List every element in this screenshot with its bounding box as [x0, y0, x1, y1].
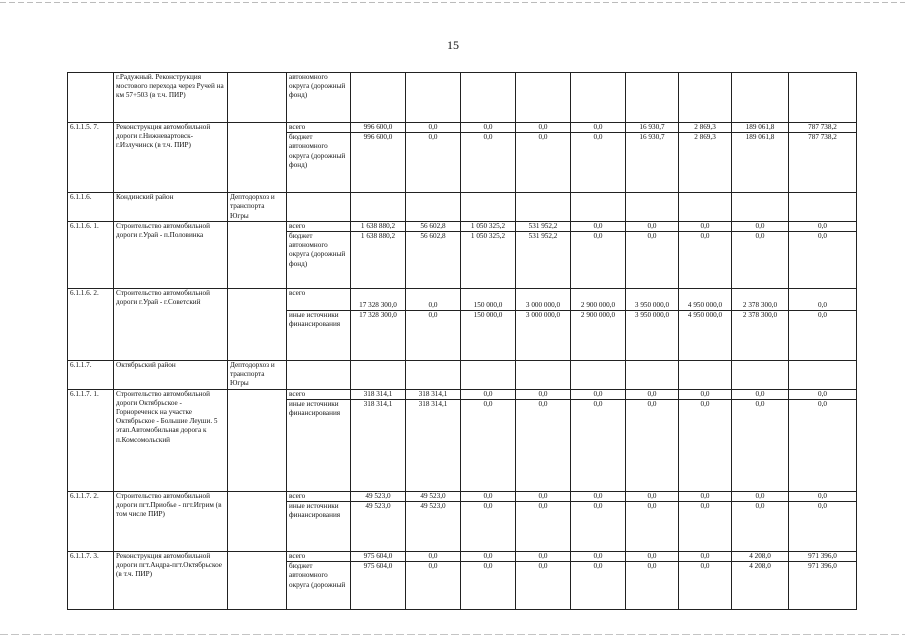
- value-cell: 0,0: [679, 389, 732, 399]
- value-cell: 4 208,0: [732, 552, 789, 562]
- value-cell: 0,0: [732, 399, 789, 491]
- value-cell: 0,0: [571, 562, 626, 610]
- value-cell: 0,0: [732, 491, 789, 501]
- value-cell: [679, 361, 732, 390]
- value-cell: 318 314,1: [406, 389, 461, 399]
- item-number-cell: 6.1.1.7. 3.: [68, 552, 114, 610]
- value-cell: 0,0: [516, 552, 571, 562]
- value-cell: 996 600,0: [351, 123, 406, 133]
- value-cell: 787 738,2: [789, 123, 857, 133]
- value-cell: 0,0: [571, 221, 626, 231]
- executor-cell: [228, 491, 287, 551]
- district-name-cell: Кондинский район: [114, 193, 228, 222]
- value-cell: 0,0: [789, 311, 857, 361]
- value-cell: 56 602,8: [406, 221, 461, 231]
- value-cell: 0,0: [789, 399, 857, 491]
- value-cell: 3 950 000,0: [626, 289, 679, 311]
- value-cell: [461, 193, 516, 222]
- funding-source-cell: иные источники финансирования: [287, 311, 351, 361]
- value-cell: 0,0: [406, 311, 461, 361]
- value-cell: [351, 361, 406, 390]
- value-cell: 0,0: [679, 502, 732, 552]
- value-cell: 0,0: [516, 562, 571, 610]
- value-cell: [626, 193, 679, 222]
- value-cell: 0,0: [406, 562, 461, 610]
- value-cell: 0,0: [789, 502, 857, 552]
- value-cell: 49 523,0: [406, 502, 461, 552]
- value-cell: 318 314,1: [351, 399, 406, 491]
- table-row: [68, 221, 857, 231]
- executor-cell: [228, 389, 287, 491]
- value-cell: [406, 193, 461, 222]
- value-cell: 0,0: [571, 389, 626, 399]
- value-cell: 16 930,7: [626, 133, 679, 193]
- item-name-cell: г.Радужный. Реконструкция мостового перехода через Ручей на км 57+503 (в т.ч. ПИР): [114, 73, 228, 123]
- district-row: [68, 361, 857, 390]
- item-number-cell: 6.1.1.6. 1.: [68, 221, 114, 288]
- item-name-cell: Строительство автомобильной дороги г.Урай - п.Половинка: [114, 221, 228, 288]
- table-row: [68, 289, 857, 311]
- value-cell: 189 061,8: [732, 123, 789, 133]
- value-cell: 3 950 000,0: [626, 311, 679, 361]
- value-cell: 531 952,2: [516, 232, 571, 289]
- value-cell: 16 930,7: [626, 123, 679, 133]
- funding-source-cell: всего: [287, 491, 351, 501]
- value-cell: 0,0: [732, 232, 789, 289]
- value-cell: 0,0: [516, 502, 571, 552]
- funding-source-cell: иные источники финансирования: [287, 399, 351, 491]
- executor-cell: Дептодорхоз и транспорта Югры: [228, 361, 287, 390]
- table-row: [68, 552, 857, 562]
- value-cell: 787 738,2: [789, 133, 857, 193]
- value-cell: 0,0: [626, 232, 679, 289]
- value-cell: 0,0: [571, 123, 626, 133]
- value-cell: 0,0: [626, 399, 679, 491]
- item-name-cell: Реконструкция автомобильной дороги г.Нижневартовск-г.Излучинск (в т.ч. ПИР): [114, 123, 228, 193]
- value-cell: [571, 193, 626, 222]
- value-cell: 0,0: [789, 232, 857, 289]
- value-cell: [732, 73, 789, 123]
- value-cell: 0,0: [679, 562, 732, 610]
- value-cell: [571, 73, 626, 123]
- value-cell: 0,0: [571, 232, 626, 289]
- value-cell: 4 950 000,0: [679, 311, 732, 361]
- value-cell: [679, 193, 732, 222]
- value-cell: [461, 361, 516, 390]
- value-cell: 3 000 000,0: [516, 311, 571, 361]
- executor-cell: [228, 552, 287, 610]
- value-cell: 0,0: [406, 133, 461, 193]
- item-number-cell: 6.1.1.7.: [68, 361, 114, 390]
- value-cell: [406, 73, 461, 123]
- value-cell: 971 396,0: [789, 562, 857, 610]
- value-cell: 1 638 880,2: [351, 232, 406, 289]
- table-row: [68, 389, 857, 399]
- value-cell: 2 869,3: [679, 133, 732, 193]
- table-row: [68, 73, 857, 123]
- funding-source-cell: всего: [287, 289, 351, 311]
- value-cell: 1 638 880,2: [351, 221, 406, 231]
- value-cell: [351, 73, 406, 123]
- value-cell: 0,0: [789, 289, 857, 311]
- value-cell: 0,0: [732, 221, 789, 231]
- value-cell: 150 000,0: [461, 311, 516, 361]
- value-cell: 0,0: [516, 123, 571, 133]
- item-number-cell: [68, 73, 114, 123]
- funding-source-cell: бюджет автономного округа (дорожный фонд): [287, 232, 351, 289]
- value-cell: 49 523,0: [351, 502, 406, 552]
- executor-cell: [228, 123, 287, 193]
- value-cell: 531 952,2: [516, 221, 571, 231]
- value-cell: 2 869,3: [679, 123, 732, 133]
- value-cell: 2 900 000,0: [571, 289, 626, 311]
- value-cell: 1 050 325,2: [461, 221, 516, 231]
- scan-edge-top: [0, 2, 905, 3]
- value-cell: [516, 193, 571, 222]
- value-cell: 4 208,0: [732, 562, 789, 610]
- value-cell: 189 061,8: [732, 133, 789, 193]
- item-name-cell: Строительство автомобильной дороги Октябрьское - Горнореченск на участке Октябрьское - Большие Леуши. 5 этап.Автомобильная дорога к п.Комсомольский: [114, 389, 228, 491]
- item-number-cell: 6.1.1.7. 2.: [68, 491, 114, 551]
- value-cell: 0,0: [626, 389, 679, 399]
- funding-source-cell: всего: [287, 221, 351, 231]
- value-cell: 318 314,1: [406, 399, 461, 491]
- value-cell: 0,0: [679, 491, 732, 501]
- item-number-cell: 6.1.1.7. 1.: [68, 389, 114, 491]
- value-cell: 0,0: [571, 502, 626, 552]
- value-cell: 17 328 300,0: [351, 289, 406, 311]
- value-cell: 975 604,0: [351, 552, 406, 562]
- value-cell: [351, 193, 406, 222]
- value-cell: 318 314,1: [351, 389, 406, 399]
- value-cell: 0,0: [571, 491, 626, 501]
- value-cell: [461, 73, 516, 123]
- value-cell: 56 602,8: [406, 232, 461, 289]
- funding-source-cell: бюджет автономного округа (дорожный фонд): [287, 133, 351, 193]
- value-cell: 0,0: [679, 221, 732, 231]
- funding-source-cell: автономного округа (дорожный фонд): [287, 73, 351, 123]
- value-cell: 0,0: [789, 221, 857, 231]
- value-cell: [626, 73, 679, 123]
- value-cell: [789, 73, 857, 123]
- value-cell: 0,0: [406, 552, 461, 562]
- executor-cell: [228, 289, 287, 361]
- funding-source-cell: всего: [287, 552, 351, 562]
- funding-source-cell: [287, 361, 351, 390]
- value-cell: 996 600,0: [351, 133, 406, 193]
- district-row: [68, 193, 857, 222]
- page-number: 15: [447, 38, 459, 52]
- value-cell: 971 396,0: [789, 552, 857, 562]
- value-cell: 975 604,0: [351, 562, 406, 610]
- item-number-cell: 6.1.1.6. 2.: [68, 289, 114, 361]
- value-cell: 17 328 300,0: [351, 311, 406, 361]
- value-cell: [789, 193, 857, 222]
- value-cell: 0,0: [626, 221, 679, 231]
- item-number-cell: 6.1.1.6.: [68, 193, 114, 222]
- value-cell: 0,0: [789, 389, 857, 399]
- scan-edge-bottom: [0, 634, 905, 635]
- value-cell: 3 000 000,0: [516, 289, 571, 311]
- executor-cell: [228, 221, 287, 288]
- value-cell: [789, 361, 857, 390]
- value-cell: 0,0: [516, 133, 571, 193]
- value-cell: 0,0: [516, 389, 571, 399]
- value-cell: 0,0: [679, 232, 732, 289]
- funding-source-cell: всего: [287, 123, 351, 133]
- value-cell: 0,0: [516, 399, 571, 491]
- value-cell: [571, 361, 626, 390]
- value-cell: 150 000,0: [461, 289, 516, 311]
- value-cell: 0,0: [406, 289, 461, 311]
- value-cell: 0,0: [461, 133, 516, 193]
- value-cell: [732, 361, 789, 390]
- value-cell: 0,0: [679, 552, 732, 562]
- value-cell: 0,0: [516, 491, 571, 501]
- funding-source-cell: [287, 193, 351, 222]
- value-cell: 0,0: [461, 123, 516, 133]
- value-cell: [516, 361, 571, 390]
- value-cell: [406, 361, 461, 390]
- executor-cell: [228, 73, 287, 123]
- value-cell: 0,0: [732, 502, 789, 552]
- value-cell: 0,0: [406, 123, 461, 133]
- value-cell: 0,0: [626, 491, 679, 501]
- item-name-cell: Строительство автомобильной дороги пгт.Приобье - пгт.Игрим (в том числе ПИР): [114, 491, 228, 551]
- value-cell: 0,0: [732, 389, 789, 399]
- value-cell: 49 523,0: [351, 491, 406, 501]
- value-cell: 0,0: [461, 562, 516, 610]
- value-cell: [626, 361, 679, 390]
- table-row: [68, 123, 857, 133]
- budget-table: [67, 72, 857, 610]
- value-cell: 0,0: [789, 491, 857, 501]
- value-cell: 0,0: [626, 562, 679, 610]
- table-row: [68, 491, 857, 501]
- value-cell: 0,0: [461, 399, 516, 491]
- funding-source-cell: бюджет автономного округа (дорожный: [287, 562, 351, 610]
- funding-source-cell: всего: [287, 389, 351, 399]
- value-cell: 0,0: [571, 133, 626, 193]
- executor-cell: Дептодорхоз и транспорта Югры: [228, 193, 287, 222]
- value-cell: 2 378 300,0: [732, 311, 789, 361]
- value-cell: 0,0: [461, 552, 516, 562]
- value-cell: 1 050 325,2: [461, 232, 516, 289]
- district-name-cell: Октябрьский район: [114, 361, 228, 390]
- item-name-cell: Реконструкция автомобильной дороги пгт.Андра-пгт.Октябрьское (в т.ч. ПИР): [114, 552, 228, 610]
- value-cell: 0,0: [626, 552, 679, 562]
- value-cell: 0,0: [679, 399, 732, 491]
- value-cell: 49 523,0: [406, 491, 461, 501]
- value-cell: 2 378 300,0: [732, 289, 789, 311]
- value-cell: [732, 193, 789, 222]
- value-cell: [516, 73, 571, 123]
- item-number-cell: 6.1.1.5. 7.: [68, 123, 114, 193]
- value-cell: [679, 73, 732, 123]
- value-cell: 0,0: [626, 502, 679, 552]
- value-cell: 0,0: [461, 491, 516, 501]
- value-cell: 4 950 000,0: [679, 289, 732, 311]
- value-cell: 0,0: [571, 399, 626, 491]
- value-cell: 0,0: [461, 502, 516, 552]
- value-cell: 2 900 000,0: [571, 311, 626, 361]
- item-name-cell: Строительство автомобильной дороги г.Урай - г.Советский: [114, 289, 228, 361]
- table-body: [68, 73, 857, 610]
- value-cell: 0,0: [571, 552, 626, 562]
- funding-source-cell: иные источники финансирования: [287, 502, 351, 552]
- value-cell: 0,0: [461, 389, 516, 399]
